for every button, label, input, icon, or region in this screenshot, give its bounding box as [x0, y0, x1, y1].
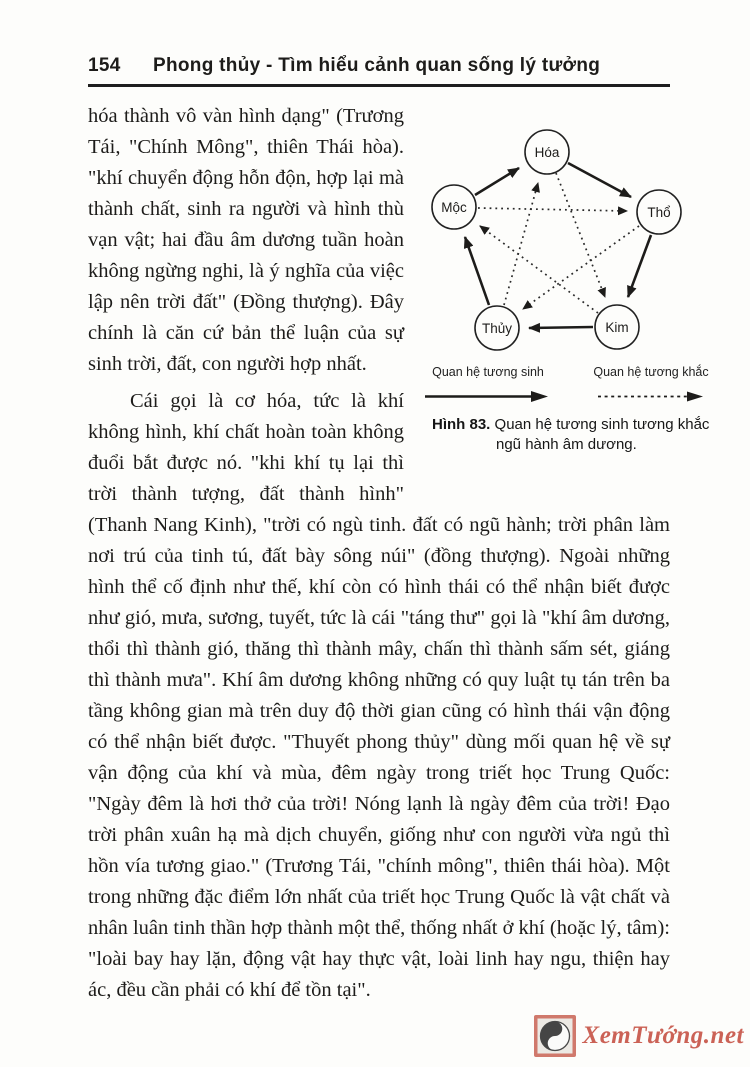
legend-khac	[592, 357, 710, 403]
node-label-moc: Mộc	[441, 200, 467, 215]
node-label-kim: Kim	[605, 320, 629, 335]
yin-yang-icon	[534, 1015, 576, 1057]
page-header	[88, 55, 670, 87]
watermark	[534, 1015, 744, 1057]
sinh-solid-arrows-group	[465, 163, 651, 328]
arrow-sinh-tho-kim	[628, 235, 651, 297]
figure-caption	[432, 415, 712, 455]
watermark-text: XemTướng.net	[582, 1022, 744, 1049]
body-paragraph-2: Cái gọi là cơ hóa, tức là khí không hình, khí chất hoàn toàn không đuổi bắt được nó. "khi khí tụ lại thì trời thành tượng, đất thành hình" (Thanh Nang Kinh), "trời có ngù tinh. đất có ngũ hành; trời phân làm nơi trú của tinh tú, đất bày sông núi" (đồng thượng). Ngoài những hình thể cố định như thế, khí còn có hình thái có thể nhận biết được như gió, mưa, sương, tuyết, tức là cái "táng thư" gọi là "khí âm dương, thổi thì thành gió, thăng thì thành mây, chấn thì thành sấm sét, giáng thì thành mưa". Khí âm dương không những có quy luật tụ tán trên ba tầng không gian mà trên duy độ thời gian cũng có hình thái vận động có thể nhận biết được. "Thuyết phong thủy" dùng mối quan hệ về sự vận động của khí và mùa, đêm ngày trong triết học Trung Quốc: "Ngày đêm là hơi thở của trời! Nóng lạnh là ngày đêm của trời! Đạo trời phân xuân hạ mà dịch chuyển, giống như con người vừa ngủ thì hồn vía tương giao." (Trương Tái, "chính mông", thiên thái hòa). Một trong những đặc điểm lớn nhất của triết học Trung Quốc là vật chất và nhân luân tinh thần hợp thành một thể, thống nhất ở khí (hoặc lý, tâm): "loài bay hay lặn, động vật hay thực vật, loài linh hay ngu, thiện hay ác, đều cần phải có khí để tồn tại".	[88, 390, 670, 1001]
node-label-tho: Thổ	[647, 205, 671, 220]
legend-sinh-label: Quan hệ tương sinh	[432, 365, 544, 379]
arrow-sinh-hoa-tho	[568, 163, 631, 197]
solid-arrow-icon	[424, 390, 552, 403]
node-label-thuy: Thủy	[481, 321, 513, 336]
figure-caption-number: Hình 83.	[432, 416, 491, 433]
khac-dotted-arrows-group	[478, 173, 639, 313]
legend-sinh	[424, 357, 552, 403]
arrow-sinh-moc-hoa	[475, 168, 519, 195]
diagram-legend	[422, 357, 712, 403]
arrow-sinh-thuy-moc	[465, 237, 489, 305]
arrow-khac-moc-tho	[478, 208, 627, 211]
element-nodes-group	[432, 130, 681, 350]
page-title: Phong thủy - Tìm hiểu cảnh quan sống lý tưởng	[153, 55, 601, 76]
arrow-khac-thuy-hoa	[504, 183, 538, 305]
figure-caption-text: Quan hệ tương sinh tương khắc ngũ hành âm dương.	[494, 416, 710, 453]
page-content	[88, 101, 710, 1006]
legend-khac-label: Quan hệ tương khắc	[593, 365, 709, 379]
arrow-khac-hoa-kim	[556, 173, 605, 297]
figure-hinh-83	[422, 103, 712, 455]
five-elements-diagram	[422, 103, 712, 353]
arrow-khac-kim-moc	[480, 226, 598, 313]
page-number: 154	[88, 55, 121, 76]
node-label-hoa: Hóa	[534, 145, 560, 160]
body-paragraph-1: hóa thành vô vàn hình dạng" (Trương Tái, "Chính Mông", thiên Thái hòa). "khí chuyển động hỗn độn, hợp lại mà thành chất, sinh ra người và hình thù vạn vật; hai đầu âm dương tuần hoàn không ngừng nghi, là ý nghĩa của việc lập nên trời đất" (Đồng thượng). Đây chính là căn cứ bản thể luận của sự sinh trời, đất, con người hợp nhất.	[88, 105, 404, 375]
dashed-arrow-icon	[592, 390, 710, 403]
arrow-sinh-kim-thuy	[529, 327, 593, 328]
